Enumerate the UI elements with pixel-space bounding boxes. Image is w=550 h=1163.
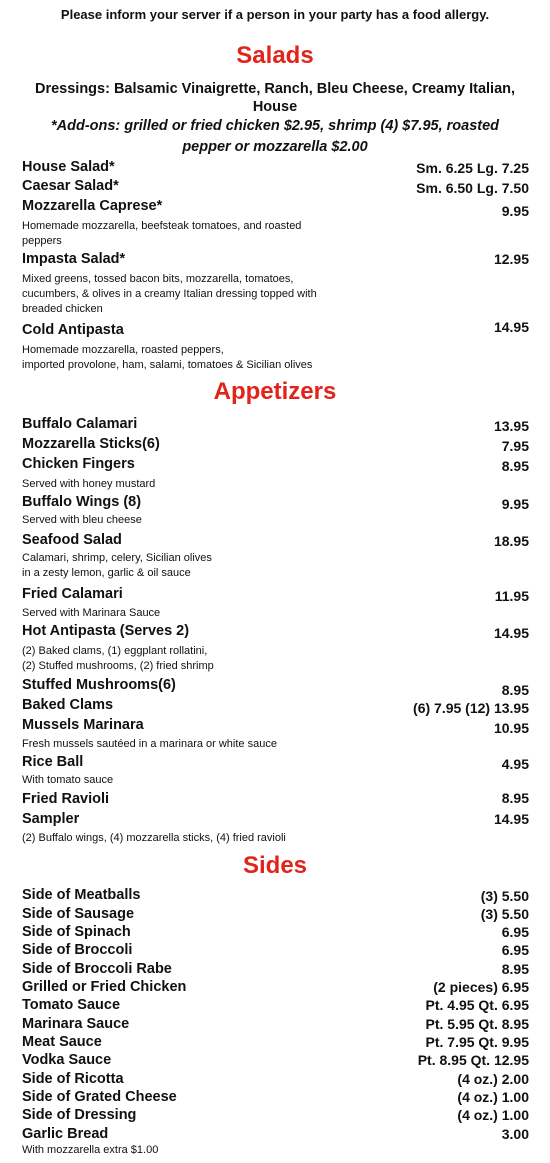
menu-item-price: 10.95 (493, 720, 529, 736)
menu-item-description: With tomato sauce (22, 774, 114, 786)
menu-item-name: Garlic Bread (22, 1126, 109, 1142)
menu-item-name: Grilled or Fried Chicken (22, 979, 187, 995)
menu-item-price: 6.95 (501, 942, 529, 958)
menu-item-name: Mozzarella Caprese* (22, 198, 163, 214)
addons-line-2: pepper or mozzarella $2.00 (182, 139, 368, 155)
menu-item-price: 9.95 (501, 496, 529, 512)
menu-item-price: 14.95 (493, 811, 529, 827)
menu-item-name: Stuffed Mushrooms(6) (22, 677, 176, 693)
menu-item-name: Buffalo Wings (8) (22, 494, 142, 510)
menu-item-price: 14.95 (493, 319, 529, 335)
menu-item-description: Homemade mozzarella, roasted peppers, imported provolone, ham, salami, tomatoes & Sicilian olives (22, 344, 313, 371)
menu-item-name: Side of Broccoli (22, 942, 133, 958)
menu-item-name: House Salad* (22, 159, 115, 175)
menu-item-price: (2 pieces) 6.95 (433, 979, 529, 995)
menu-item-price: Pt. 8.95 Qt. 12.95 (417, 1052, 529, 1068)
menu-item-description: Homemade mozzarella, beefsteak tomatoes, and roasted peppers (22, 220, 302, 247)
menu-item-price: Pt. 4.95 Qt. 6.95 (425, 997, 529, 1013)
menu-item-description: With mozzarella extra $1.00 (22, 1144, 159, 1156)
menu-item-price: (3) 5.50 (480, 906, 529, 922)
menu-item-price: Sm. 6.25 Lg. 7.25 (416, 160, 529, 176)
menu-item-name: Side of Broccoli Rabe (22, 961, 172, 977)
menu-item-price: 3.00 (501, 1126, 529, 1142)
menu-item-name: Tomato Sauce (22, 997, 121, 1013)
menu-item-name: Meat Sauce (22, 1034, 102, 1050)
menu-item-price: 8.95 (501, 790, 529, 806)
menu-item-name: Side of Grated Cheese (22, 1089, 177, 1105)
menu-item-price: 18.95 (493, 533, 529, 549)
menu-item-price: 8.95 (501, 458, 529, 474)
dressings-line-1: Dressings: Balsamic Vinaigrette, Ranch, Bleu Cheese, Creamy Italian, (34, 81, 516, 97)
menu-item-price: Pt. 5.95 Qt. 8.95 (425, 1016, 529, 1032)
menu-item-price: (6) 7.95 (12) 13.95 (413, 700, 529, 716)
menu-item-price: 7.95 (501, 438, 529, 454)
menu-item-name: Side of Sausage (22, 906, 135, 922)
menu-item-name: Sampler (22, 811, 80, 827)
menu-item-name: Side of Ricotta (22, 1071, 124, 1087)
appetizers-heading: Appetizers (213, 378, 337, 405)
menu-item-name: Buffalo Calamari (22, 416, 138, 432)
menu-item-name: Cold Antipasta (22, 322, 124, 338)
menu-item-name: Baked Clams (22, 697, 114, 713)
menu-item-name: Impasta Salad* (22, 251, 126, 267)
menu-item-description: (2) Baked clams, (1) eggplant rollatini, (2) Stuffed mushrooms, (2) fried shrimp (22, 645, 214, 672)
menu-item-name: Side of Spinach (22, 924, 131, 940)
menu-item-price: (4 oz.) 1.00 (457, 1089, 529, 1105)
menu-item-name: Mussels Marinara (22, 717, 144, 733)
menu-item-description: Served with honey mustard (22, 478, 156, 490)
menu-item-name: Side of Meatballs (22, 887, 141, 903)
menu-item-name: Chicken Fingers (22, 456, 135, 472)
menu-item-price: 13.95 (493, 418, 529, 434)
menu-item-description: Fresh mussels sautéed in a marinara or white sauce (22, 738, 277, 750)
menu-item-description: Served with bleu cheese (22, 514, 142, 526)
menu-item-description: Mixed greens, tossed bacon bits, mozzarella, tomatoes, cucumbers, & olives in a creamy Italian dressing topped with breaded chicken (22, 273, 317, 315)
menu-item-name: Rice Ball (22, 754, 84, 770)
menu-item-price: 11.95 (494, 588, 529, 604)
addons-line-1: *Add-ons: grilled or fried chicken $2.95, shrimp (4) $7.95, roasted (50, 118, 500, 134)
menu-item-price: (4 oz.) 2.00 (457, 1071, 529, 1087)
menu-item-price: 12.95 (493, 251, 529, 267)
menu-item-name: Caesar Salad* (22, 178, 119, 194)
menu-item-price: Sm. 6.50 Lg. 7.50 (416, 180, 529, 196)
menu-item-name: Seafood Salad (22, 532, 122, 548)
menu-item-name: Mozzarella Sticks(6) (22, 436, 160, 452)
dressings-line-2: House (252, 99, 298, 115)
menu-item-name: Fried Calamari (22, 586, 123, 602)
menu-item-price: 9.95 (501, 203, 529, 219)
menu-item-price: (3) 5.50 (480, 888, 529, 904)
menu-item-price: 4.95 (501, 756, 529, 772)
menu-item-name: Side of Dressing (22, 1107, 137, 1123)
menu-item-price: 8.95 (501, 961, 529, 977)
menu-item-price: Pt. 7.95 Qt. 9.95 (425, 1034, 529, 1050)
allergy-notice: Please inform your server if a person in your party has a food allergy. (60, 7, 490, 22)
menu-item-price: 14.95 (493, 625, 529, 641)
sides-heading: Sides (242, 852, 308, 879)
menu-item-price: (4 oz.) 1.00 (457, 1107, 529, 1123)
menu-item-name: Fried Ravioli (22, 791, 110, 807)
menu-item-price: 8.95 (501, 682, 529, 698)
salads-heading: Salads (236, 42, 314, 69)
menu-item-price: 6.95 (501, 924, 529, 940)
menu-item-description: Calamari, shrimp, celery, Sicilian olives in a zesty lemon, garlic & oil sauce (22, 552, 212, 579)
menu-item-description: (2) Buffalo wings, (4) mozzarella sticks, (4) fried ravioli (22, 832, 286, 844)
menu-item-name: Hot Antipasta (Serves 2) (22, 623, 190, 639)
menu-item-name: Marinara Sauce (22, 1016, 130, 1032)
menu-item-name: Vodka Sauce (22, 1052, 112, 1068)
menu-item-description: Served with Marinara Sauce (22, 607, 161, 619)
